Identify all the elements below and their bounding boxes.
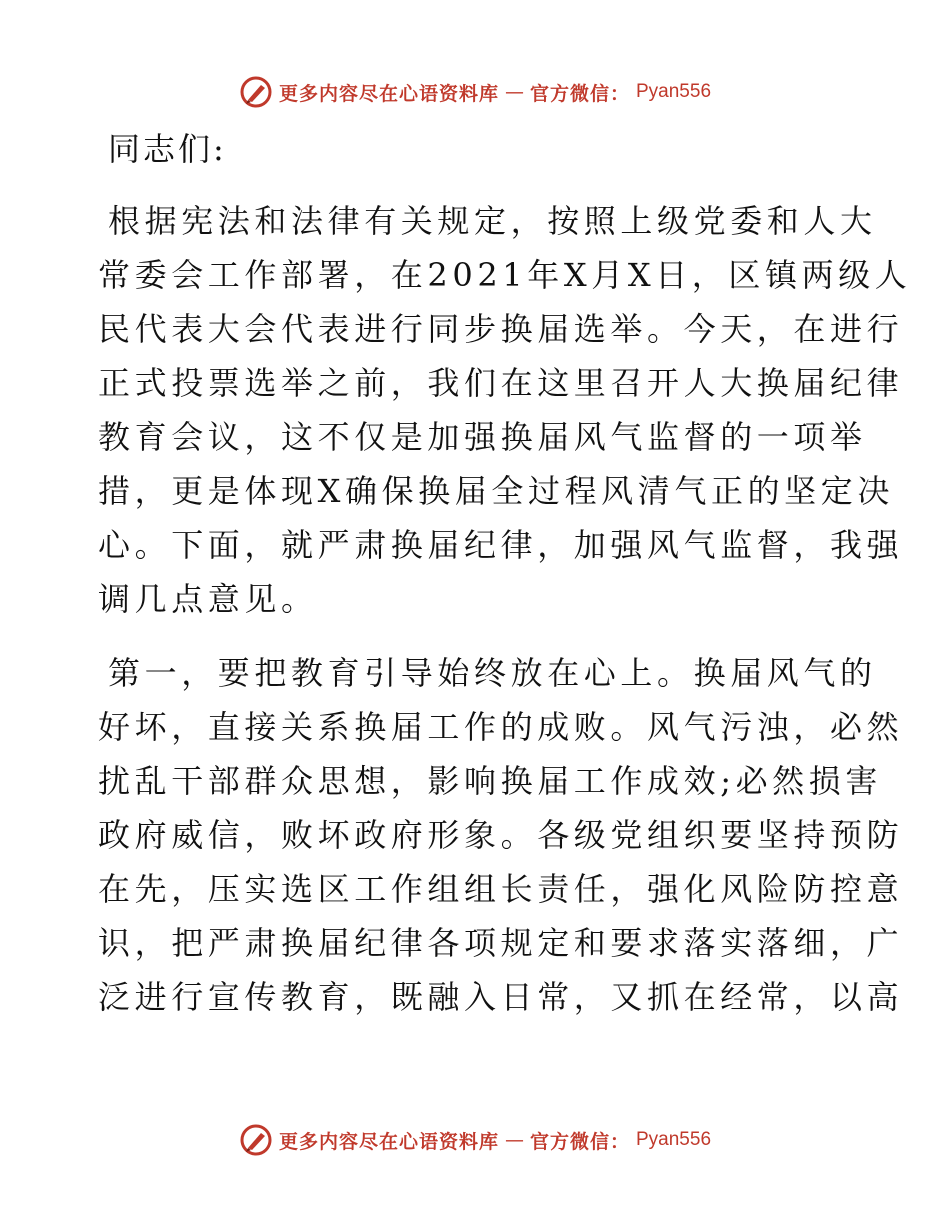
- text-line: 调几点意见。: [98, 580, 318, 618]
- watermark-text: 更多内容尽在心语资料库: [278, 82, 499, 105]
- text-line: 心。下面，就严肃换届纪律，加强风气监督，我强: [98, 526, 904, 564]
- text-line: 正式投票选举之前，我们在这里召开人大换届纪律: [98, 364, 904, 402]
- text-line: 民代表大会代表进行同步换届选举。今天，在进行: [98, 310, 904, 348]
- watermark-id: Pyan556: [636, 1129, 712, 1150]
- text-line: 根据宪法和法律有关规定，按照上级党委和人大: [108, 202, 877, 240]
- watermark-separator: —: [504, 1129, 524, 1151]
- watermark-label: 官方微信：: [529, 1130, 630, 1153]
- text-line: 识，把严肃换届纪律各项规定和要求落实落细，广: [98, 924, 904, 962]
- text-line: 泛进行宣传教育，既融入日常，又抓在经常，以高: [98, 978, 904, 1016]
- watermark-label: 官方微信：: [529, 82, 630, 105]
- text-line: 扰乱干部群众思想，影响换届工作成效;必然损害: [98, 762, 882, 800]
- text-line: 好坏，直接关系换届工作的成败。风气污浊，必然: [98, 708, 904, 746]
- greeting: 同志们:: [108, 130, 227, 168]
- watermark-separator: —: [504, 81, 524, 103]
- paragraph-intro: [98, 194, 912, 626]
- text-line: 政府威信，败坏政府形象。各级党组织要坚持预防: [98, 816, 904, 854]
- watermark-banner-bottom: [0, 1118, 950, 1162]
- watermark-banner-top: [0, 70, 950, 114]
- watermark-text: 更多内容尽在心语资料库: [278, 1130, 499, 1153]
- document-body: [98, 122, 912, 1044]
- pen-logo-icon: [239, 75, 273, 109]
- text-line: 常委会工作部署，在2021年X月X日，区镇两级人: [98, 256, 912, 294]
- text-line: 在先，压实选区工作组组长责任，强化风险防控意: [98, 870, 904, 908]
- text-line: 第一，要把教育引导始终放在心上。换届风气的: [108, 654, 877, 692]
- pen-logo-icon: [239, 1123, 273, 1157]
- watermark-id: Pyan556: [636, 81, 712, 102]
- text-line: 措，更是体现X确保换届全过程风清气正的坚定决: [98, 472, 894, 510]
- paragraph-first-point: [98, 646, 904, 1024]
- text-line: 教育会议，这不仅是加强换届风气监督的一项举: [98, 418, 867, 456]
